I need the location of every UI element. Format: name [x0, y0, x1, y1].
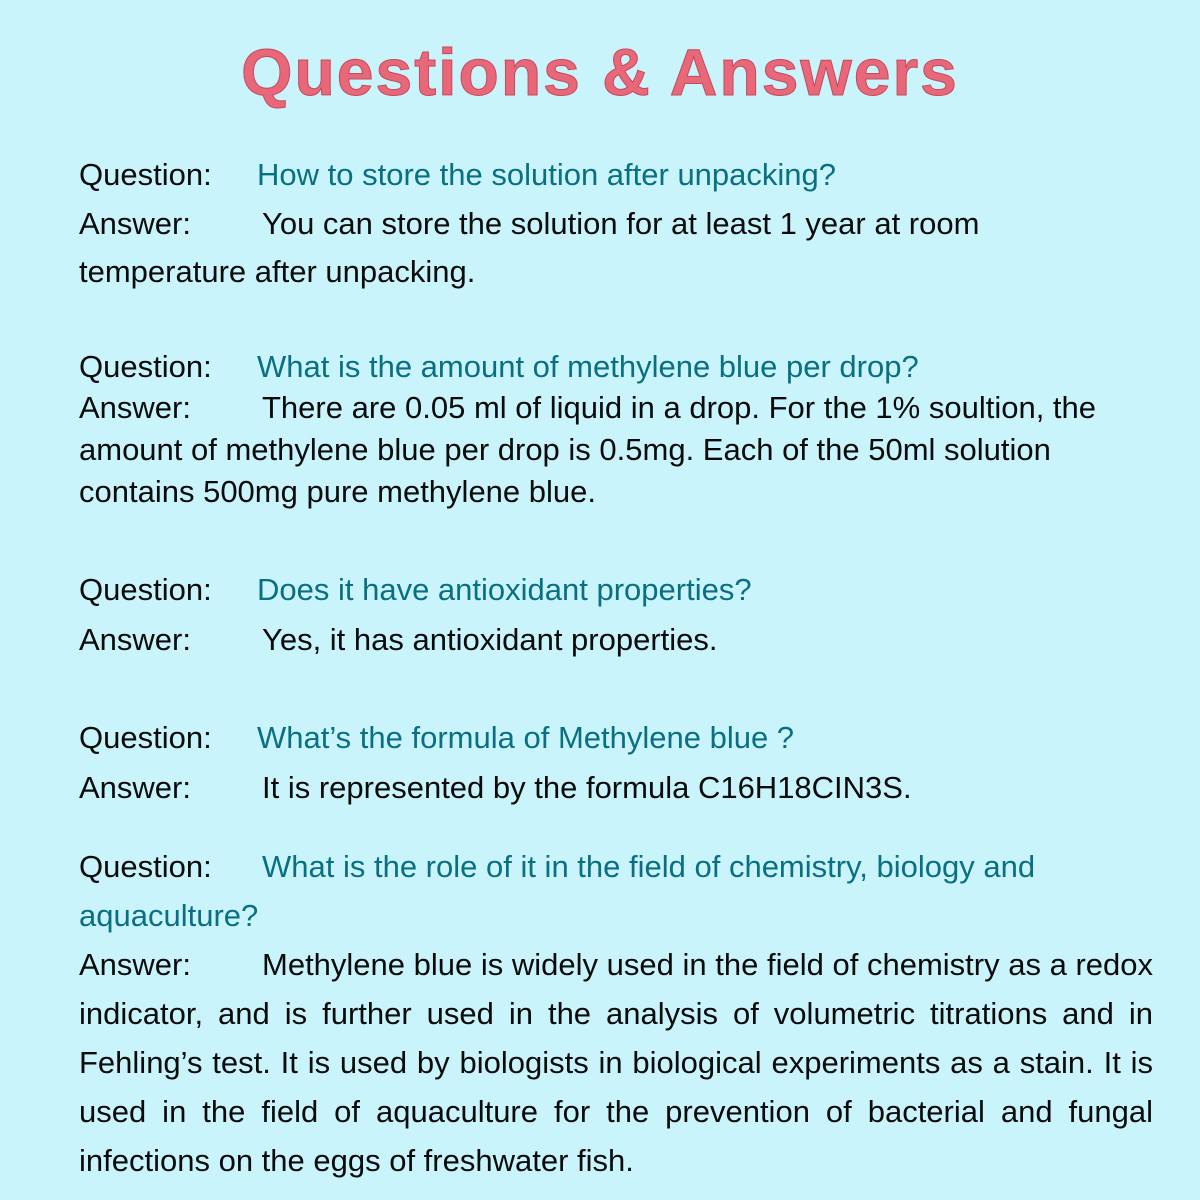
question-text: What is the role of it in the field of chemistry, biology and aquaculture?	[79, 849, 1036, 933]
question-text: How to store the solution after unpacking?	[257, 157, 837, 192]
answer-label: Answer:	[79, 622, 191, 657]
question-row	[79, 842, 1153, 940]
answer-label: Answer:	[79, 770, 191, 805]
question-text: What is the amount of methylene blue per drop?	[257, 349, 919, 384]
answer-label: Answer:	[79, 947, 191, 982]
answer-text: Methylene blue is widely used in the field of chemistry as a redox indicator, and is further used in the analysis of volumetric titrations and in Fehling’s test. It is used by biologists in biological experiments as a stain. It is used in the field of aquaculture for the prevention of bacterial and fungal infections on the eggs of freshwater fish.	[79, 947, 1153, 1178]
question-row	[79, 347, 1153, 387]
question-text: Does it have antioxidant properties?	[257, 572, 752, 607]
question-row	[79, 155, 1153, 195]
answer-row	[79, 200, 1153, 296]
qa-item	[79, 155, 1153, 296]
page-title: Questions & Answers	[241, 35, 959, 109]
question-row	[79, 718, 1153, 758]
qa-item	[79, 842, 1153, 1185]
question-label: Question:	[79, 572, 212, 607]
answer-text: Yes, it has antioxidant properties.	[262, 622, 718, 657]
answer-label: Answer:	[79, 206, 191, 241]
qa-item	[79, 570, 1153, 660]
answer-label: Answer:	[79, 390, 191, 425]
qa-item	[79, 718, 1153, 808]
answer-row	[79, 387, 1153, 513]
answer-text: You can store the solution for at least 1 year at room temperature after unpacking.	[79, 206, 980, 289]
question-label: Question:	[79, 157, 212, 192]
answer-row	[79, 768, 1153, 808]
answer-row	[79, 940, 1153, 1185]
question-label: Question:	[79, 849, 212, 884]
question-text: What’s the formula of Methylene blue ?	[257, 720, 795, 755]
answer-text: It is represented by the formula C16H18CIN3S.	[262, 770, 912, 805]
question-row	[79, 570, 1153, 610]
question-label: Question:	[79, 720, 212, 755]
answer-text: There are 0.05 ml of liquid in a drop. For the 1% soultion, the amount of methylene blue per drop is 0.5mg. Each of the 50ml solution contains 500mg pure methylene blue.	[79, 390, 1097, 509]
answer-row	[79, 620, 1153, 660]
question-label: Question:	[79, 349, 212, 384]
qa-item	[79, 347, 1153, 513]
